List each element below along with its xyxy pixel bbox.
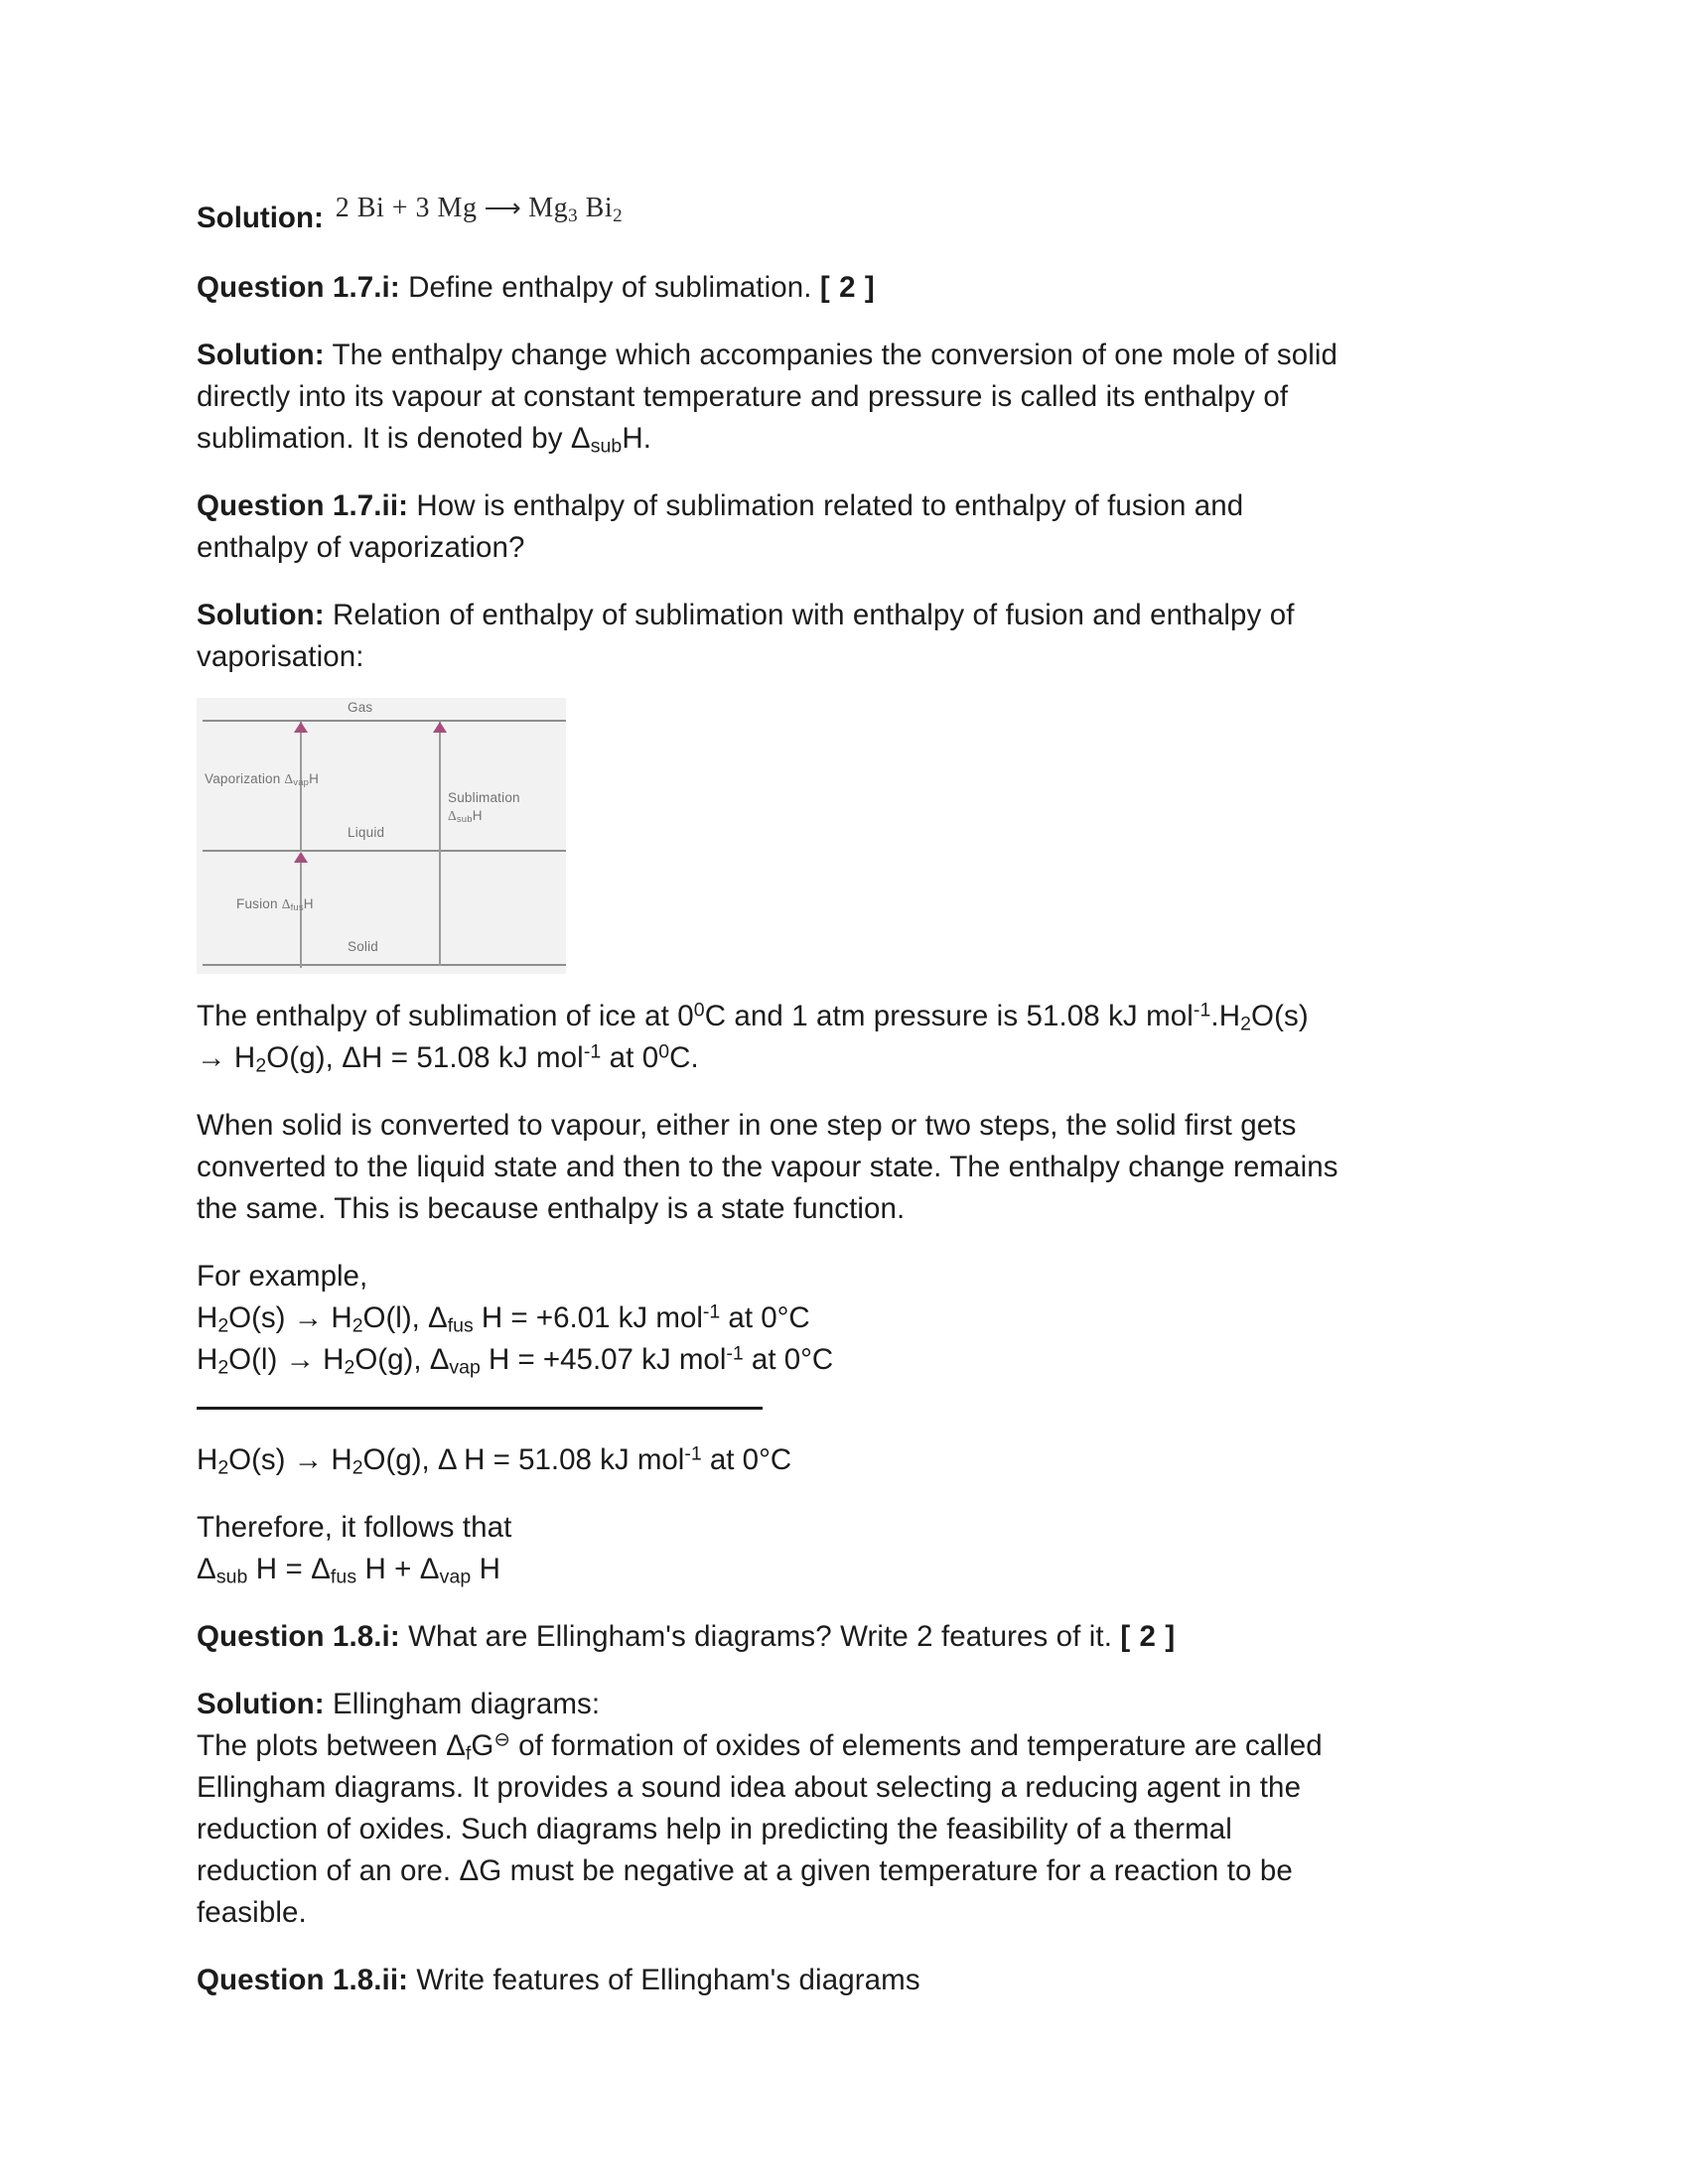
- summation-rule-divider: [197, 1407, 763, 1410]
- question-1-7-i: [197, 267, 1477, 309]
- ice-p2-sub: 2: [255, 1054, 267, 1077]
- ice-p1d: O(s): [1251, 1000, 1309, 1032]
- therefore-eq-a: Δ: [197, 1553, 216, 1585]
- fusion-arrowhead-icon: [294, 852, 308, 863]
- equation-right-bi-sub: 2: [613, 205, 624, 226]
- sublimation-arrowhead-icon: [433, 722, 447, 733]
- solution-1-7-i-line3b: H.: [622, 422, 652, 455]
- eq2-d: H = +45.07 kJ mol: [480, 1343, 727, 1376]
- diagram-label-gas: Gas: [348, 700, 373, 715]
- solution-1-8-i-label: Solution:: [197, 1688, 325, 1720]
- question-1-8-ii-text: Write features of Ellingham's diagrams: [416, 1964, 920, 1996]
- ice-p1-sub: 2: [1240, 1013, 1252, 1035]
- eq1-b: O(s) → H: [228, 1301, 352, 1334]
- example-equation-1: [197, 1297, 1477, 1339]
- solution-1-7-ii-line1: Relation of enthalpy of sublimation with enthalpy of fusion and enthalpy of: [333, 599, 1295, 631]
- therefore-eq-c: H + Δ: [356, 1553, 440, 1585]
- example-equation-total: [197, 1439, 1477, 1481]
- question-1-7-i-text: Define enthalpy of sublimation.: [408, 271, 812, 304]
- chemical-equation-bi-mg: [335, 193, 624, 226]
- ice-p1-sup2: -1: [1193, 999, 1211, 1022]
- solution-1-7-i-line3-sub: sub: [590, 435, 623, 458]
- example-heading: For example,: [197, 1260, 368, 1293]
- solution-1-7-ii-line2: vaporisation:: [197, 640, 364, 673]
- paragraph-ice-sublimation: [197, 996, 1477, 1079]
- solution-1-7-i: [197, 335, 1477, 460]
- eqt-b: O(s) → H: [228, 1443, 352, 1476]
- eq2-c: O(g), Δ: [354, 1343, 450, 1376]
- diagram-label-liquid: Liquid: [348, 825, 385, 840]
- diagram-vaporization-word: Vaporization: [205, 771, 281, 786]
- solution-1-7-i-line1: The enthalpy change which accompanies the conversion of one mole of solid: [332, 339, 1338, 371]
- solution-label: Solution:: [197, 202, 324, 234]
- diagram-vaporization-delta: Δ: [284, 771, 294, 786]
- solution-1-8-i-line1b: G: [471, 1729, 494, 1762]
- question-1-7-ii: [197, 485, 1477, 569]
- solution-1-7-ii: [197, 595, 1477, 678]
- therefore-eq-d: H: [471, 1553, 500, 1585]
- eq1-c-sub: fus: [447, 1314, 474, 1337]
- eq1-a-sub: 2: [217, 1314, 229, 1337]
- diagram-vaporization-h: H: [309, 771, 320, 786]
- solution-1-8-i-line4: reduction of an ore. ΔG must be negative at a given temperature for a reaction to be: [197, 1854, 1293, 1887]
- eq2-a: H: [197, 1343, 218, 1376]
- solution-1-7-i-label: Solution:: [197, 339, 325, 371]
- example-equation-2: [197, 1339, 1477, 1381]
- solution-1-7-ii-label: Solution:: [197, 599, 325, 631]
- eq1-e: at 0°C: [720, 1301, 810, 1334]
- eq2-c-sub: vap: [449, 1356, 481, 1379]
- diagram-fusion-word: Fusion: [236, 896, 278, 911]
- eq1-b-sub: 2: [352, 1314, 363, 1337]
- equation-right-bi: Bi: [578, 193, 614, 223]
- sublimation-arrow-stem: [439, 722, 441, 966]
- solution-1-8-i-line3: reduction of oxides. Such diagrams help in predicting the feasibility of a thermal: [197, 1813, 1232, 1845]
- eqt-d: at 0°C: [701, 1443, 792, 1476]
- paragraph-two-steps: [197, 1105, 1477, 1230]
- gas-level-line: [203, 720, 566, 722]
- solution-1-8-i-line2: Ellingham diagrams. It provides a sound idea about selecting a reducing agent in the: [197, 1771, 1302, 1804]
- steps-line1: When solid is converted to vapour, either in one step or two steps, the solid first gets: [197, 1109, 1297, 1142]
- question-1-7-ii-line2: enthalpy of vaporization?: [197, 531, 525, 564]
- therefore-line1: Therefore, it follows that: [197, 1511, 512, 1544]
- eq1-a: H: [197, 1301, 218, 1334]
- question-1-8-i-label: Question 1.8.i:: [197, 1620, 400, 1653]
- ice-p1-sup: 0: [693, 999, 705, 1022]
- solution-1-8-i: [197, 1684, 1477, 1934]
- therefore-eq-c-sub: vap: [439, 1566, 472, 1588]
- reaction-arrow-icon: ⟶: [484, 194, 522, 222]
- solid-level-line: [203, 964, 566, 966]
- solution-1-8-i-line1c: of formation of oxides of elements and temperature are called: [509, 1729, 1323, 1762]
- diagram-fusion-sub: fus: [290, 901, 304, 913]
- equation-right-mg-sub: 3: [568, 205, 579, 226]
- solution-1-8-i-line5: feasible.: [197, 1896, 307, 1929]
- eq2-b: O(l) → H: [228, 1343, 345, 1376]
- equation-right-mg: Mg: [528, 193, 569, 223]
- therefore-eq-b: H = Δ: [247, 1553, 331, 1585]
- ice-p2-sup2: 0: [658, 1040, 670, 1063]
- question-1-8-i-marks: [ 2 ]: [1120, 1620, 1176, 1653]
- diagram-sublimation-sub: sub: [456, 813, 473, 825]
- vaporization-arrowhead-icon: [294, 722, 308, 733]
- ice-p1b: C and 1 atm pressure is 51.08 kJ mol: [704, 1000, 1194, 1032]
- therefore-eq-b-sub: fus: [330, 1566, 357, 1588]
- question-1-8-i-text: What are Ellingham's diagrams? Write 2 features of it.: [408, 1620, 1113, 1653]
- solution-1-7-i-line2: directly into its vapour at constant temperature and pressure is called its enthalpy of: [197, 380, 1289, 413]
- solution-1-8-i-heading: Ellingham diagrams:: [333, 1688, 601, 1720]
- solution-1-8-i-line1-sub: f: [465, 1742, 472, 1765]
- liquid-level-line: [203, 850, 566, 852]
- ice-p2c: at 0: [601, 1041, 659, 1074]
- diagram-vaporization-sub: vap: [293, 776, 310, 788]
- question-1-7-i-marks: [ 2 ]: [819, 271, 876, 304]
- eqt-c: O(g), Δ H = 51.08 kJ mol: [362, 1443, 685, 1476]
- solution-1-8-i-line1a: The plots between Δ: [197, 1729, 466, 1762]
- eqt-a-sub: 2: [217, 1456, 229, 1479]
- eq1-d-sup: -1: [702, 1300, 721, 1323]
- diagram-sublimation-word: Sublimation: [448, 790, 520, 805]
- solution-equation-row: [197, 194, 1477, 239]
- example-block: [197, 1256, 1477, 1381]
- eq2-d-sup: -1: [726, 1342, 744, 1365]
- solution-1-7-i-line3a: sublimation. It is denoted by Δ: [197, 422, 591, 455]
- ice-p1a: The enthalpy of sublimation of ice at 0: [197, 1000, 694, 1032]
- question-1-7-ii-line1: How is enthalpy of sublimation related to enthalpy of fusion and: [416, 489, 1244, 522]
- question-1-8-ii: [197, 1960, 1477, 2001]
- steps-line2: converted to the liquid state and then to the vapour state. The enthalpy change remains: [197, 1151, 1338, 1183]
- equation-left: 2 Bi + 3 Mg: [335, 193, 478, 223]
- diagram-fusion-h: H: [303, 896, 314, 911]
- eq2-b-sub: 2: [344, 1356, 355, 1379]
- solution-1-8-i-line1-sup: ⊖: [493, 1728, 510, 1751]
- ice-p2-sup: -1: [583, 1040, 602, 1063]
- question-1-8-ii-label: Question 1.8.ii:: [197, 1964, 409, 1996]
- diagram-sublimation-h: H: [472, 808, 483, 823]
- therefore-block: [197, 1507, 1477, 1590]
- diagram-label-sublimation: [448, 789, 547, 825]
- ice-p2b: O(g), ΔH = 51.08 kJ mol: [266, 1041, 584, 1074]
- eq2-e: at 0°C: [743, 1343, 834, 1376]
- diagram-label-vaporization: [205, 771, 319, 787]
- ice-p2a: → H: [197, 1041, 256, 1074]
- eqt-b-sub: 2: [352, 1456, 363, 1479]
- ice-p1c: .H: [1210, 1000, 1241, 1032]
- document-content: [197, 194, 1477, 2027]
- question-1-7-ii-label: Question 1.7.ii:: [197, 489, 409, 522]
- diagram-fusion-delta: Δ: [281, 896, 291, 911]
- steps-line3: the same. This is because enthalpy is a state function.: [197, 1192, 906, 1225]
- therefore-eq-a-sub: sub: [215, 1566, 248, 1588]
- diagram-label-fusion: [236, 896, 314, 912]
- diagram-sublimation-delta: Δ: [448, 808, 457, 823]
- eq2-a-sub: 2: [217, 1356, 229, 1379]
- diagram-label-solid: Solid: [348, 939, 379, 954]
- eq1-d: H = +6.01 kJ mol: [473, 1301, 703, 1334]
- ice-p2d: C.: [669, 1041, 699, 1074]
- enthalpy-diagram-figure: [197, 698, 566, 974]
- question-1-7-i-label: Question 1.7.i:: [197, 271, 400, 304]
- question-1-8-i: [197, 1616, 1477, 1658]
- eq1-c: O(l), Δ: [362, 1301, 448, 1334]
- eqt-c-sup: -1: [684, 1442, 702, 1465]
- eqt-a: H: [197, 1443, 218, 1476]
